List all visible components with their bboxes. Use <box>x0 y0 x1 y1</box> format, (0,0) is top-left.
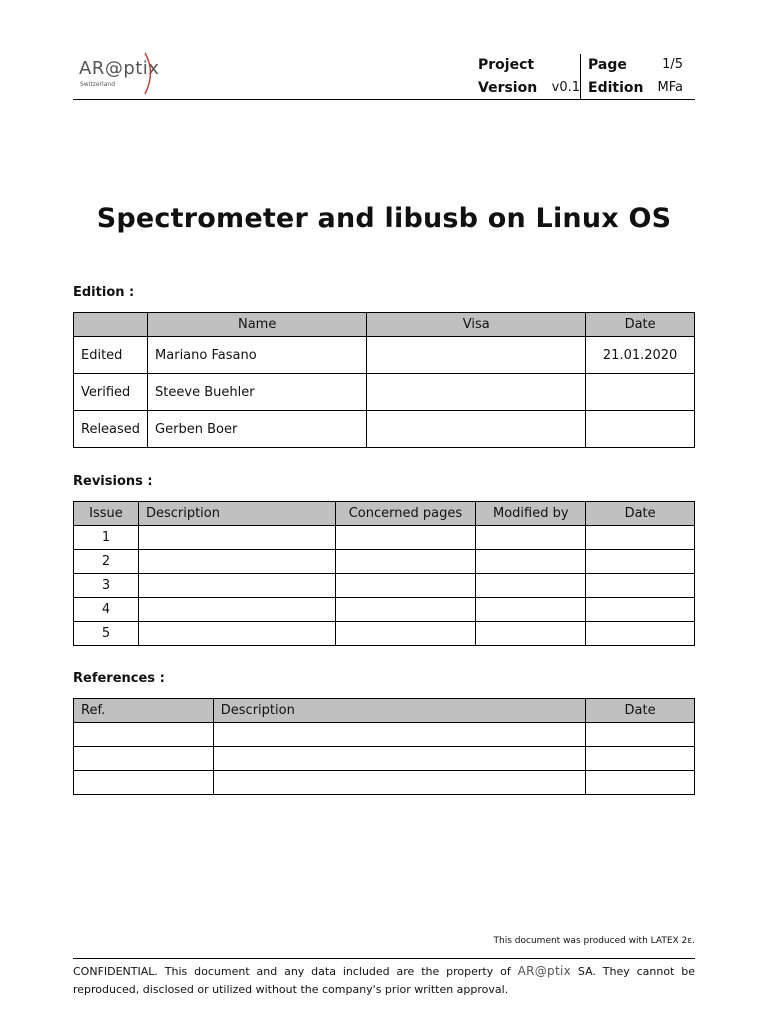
references-col-date: Date <box>586 699 695 723</box>
edition-col-visa: Visa <box>367 313 586 337</box>
version-value: v0.1 <box>551 80 580 95</box>
edition-table <box>73 312 695 448</box>
page-value: 1/5 <box>662 57 683 72</box>
revisions-col-pages: Concerned pages <box>335 502 476 526</box>
confidential-notice <box>73 962 695 999</box>
latex-note: This document was produced with LATEX 2ε. <box>493 936 695 946</box>
confidential-text-post: SA. They cannot be reproduced, disclosed or utilized without the company's prior written approval. <box>73 965 696 996</box>
document-header-info <box>478 53 695 99</box>
confidential-text-pre: CONFIDENTIAL. This document and any data included are the property of <box>73 965 511 978</box>
edition-role: Released <box>74 411 148 448</box>
footer-rule <box>73 958 695 959</box>
table-row <box>74 723 695 747</box>
edition-visa <box>367 337 586 374</box>
table-row <box>74 598 695 622</box>
edition-name: Gerben Boer <box>148 411 367 448</box>
header-rule <box>73 99 695 100</box>
page-label: Page <box>588 56 627 73</box>
header-row-version <box>478 76 695 99</box>
project-label: Project <box>478 56 535 73</box>
edition-col-empty <box>74 313 148 337</box>
document-title: Spectrometer and libusb on Linux OS <box>96 203 672 234</box>
revision-issue: 3 <box>74 574 139 598</box>
edition-name: Mariano Fasano <box>148 337 367 374</box>
edition-col-date: Date <box>586 313 695 337</box>
table-row <box>74 622 695 646</box>
revision-issue: 5 <box>74 622 139 646</box>
edition-date <box>586 374 695 411</box>
table-row <box>74 374 695 411</box>
edition-value: MFa <box>657 80 683 95</box>
references-section-label: References : <box>73 671 165 686</box>
edition-visa <box>367 374 586 411</box>
revision-issue: 4 <box>74 598 139 622</box>
revisions-col-date: Date <box>586 502 695 526</box>
table-row <box>74 574 695 598</box>
inline-company-logo: AR@ptix <box>517 964 571 978</box>
references-table <box>73 698 695 795</box>
edition-visa <box>367 411 586 448</box>
header-separator <box>580 54 581 100</box>
references-col-description: Description <box>213 699 585 723</box>
logo-arc-icon <box>143 52 157 96</box>
revision-issue: 2 <box>74 550 139 574</box>
revisions-col-description: Description <box>138 502 335 526</box>
revisions-table <box>73 501 695 646</box>
edition-section-label: Edition : <box>73 285 135 300</box>
edition-label: Edition <box>588 79 644 96</box>
edition-role: Verified <box>74 374 148 411</box>
table-row <box>74 337 695 374</box>
logo-subtitle: Switzerland <box>80 81 115 88</box>
revisions-col-modified-by: Modified by <box>476 502 586 526</box>
edition-col-name: Name <box>148 313 367 337</box>
revisions-col-issue: Issue <box>74 502 139 526</box>
revisions-section-label: Revisions : <box>73 474 153 489</box>
table-row <box>74 526 695 550</box>
table-row <box>74 747 695 771</box>
edition-date: 21.01.2020 <box>586 337 695 374</box>
edition-date <box>586 411 695 448</box>
table-row <box>74 771 695 795</box>
references-col-ref: Ref. <box>74 699 214 723</box>
version-label: Version <box>478 79 538 96</box>
company-logo <box>79 52 169 96</box>
logo-wordmark: AR@ptix <box>79 58 160 79</box>
table-row <box>74 550 695 574</box>
edition-role: Edited <box>74 337 148 374</box>
revision-issue: 1 <box>74 526 139 550</box>
table-row <box>74 411 695 448</box>
edition-name: Steeve Buehler <box>148 374 367 411</box>
header-row-project <box>478 53 695 76</box>
